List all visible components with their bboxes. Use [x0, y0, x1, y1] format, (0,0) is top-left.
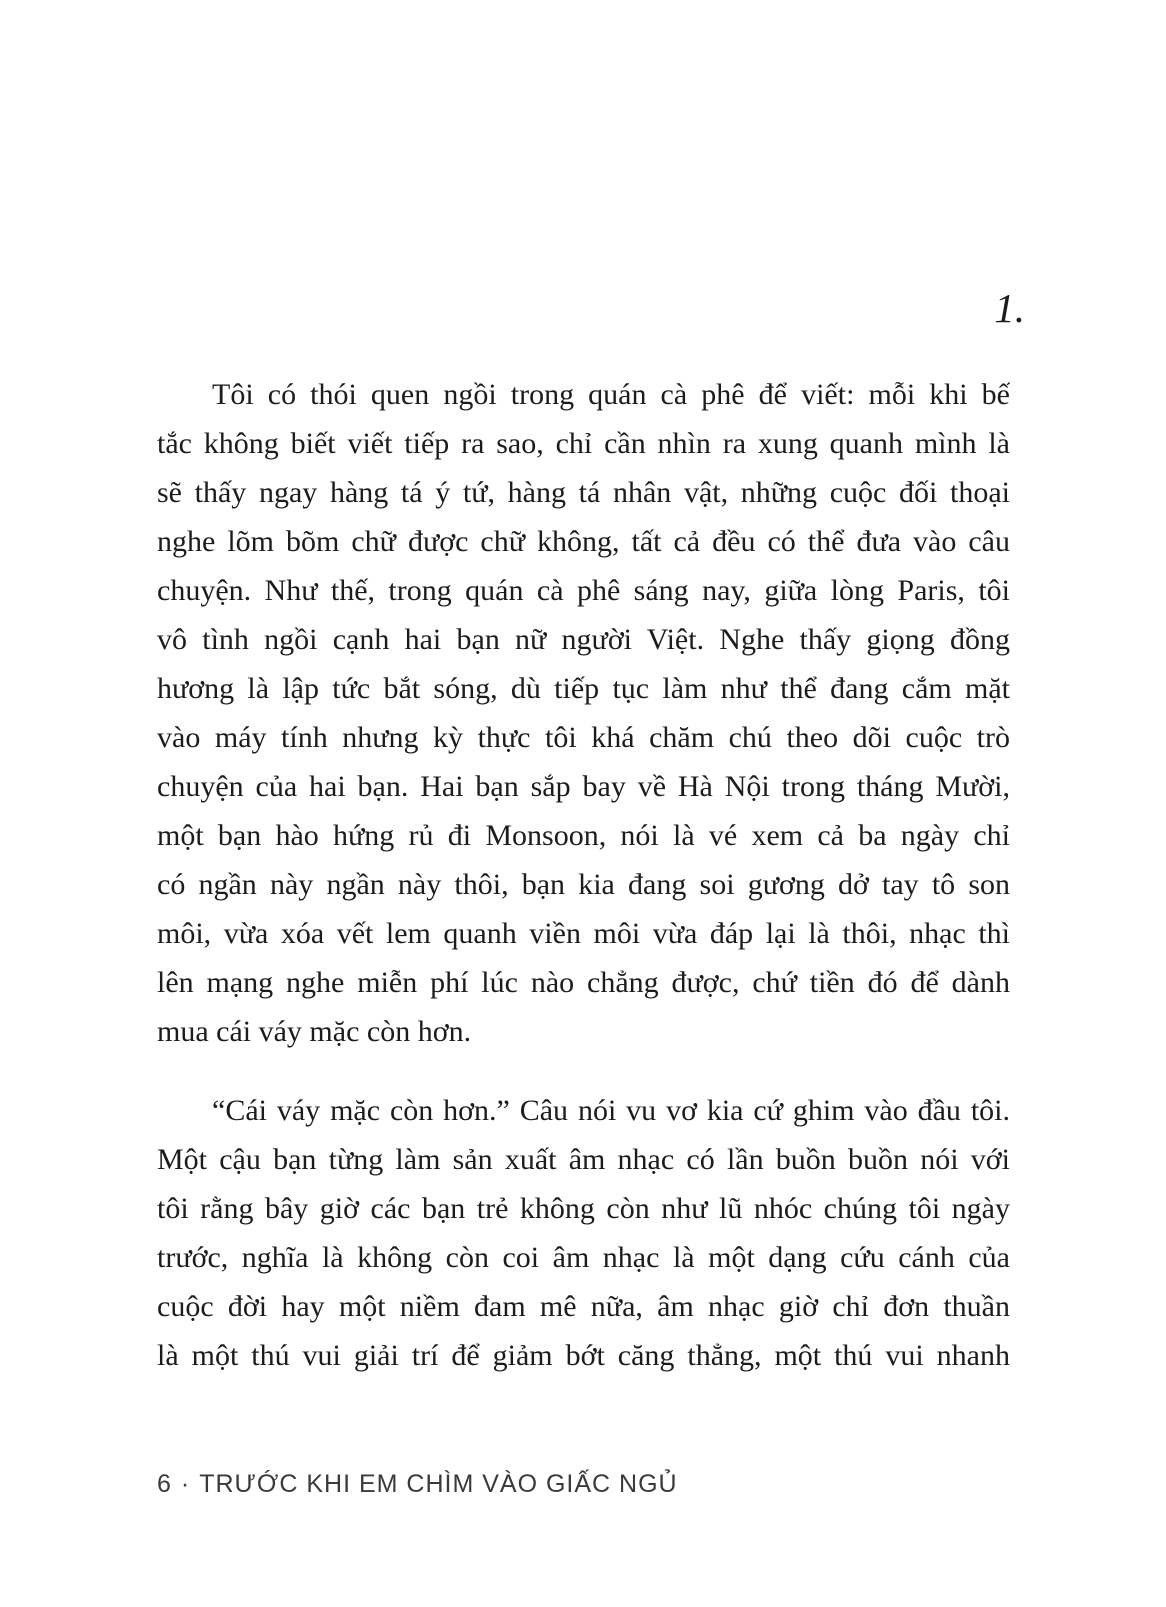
chapter-number: 1. — [994, 285, 1025, 331]
footer-page-number: 6 — [157, 1470, 172, 1498]
footer-separator: · — [180, 1470, 191, 1498]
text-line: Tôi có thói quen ngồi trong quán cà phê để viết: mỗi khi bế — [212, 378, 1010, 411]
text-line: nghe lõm bõm chữ được chữ không, tất cả đều có thể đưa vào câu — [157, 525, 1010, 558]
text-line: một bạn hào hứng rủ đi Monsoon, nói là vé xem cả ba ngày chỉ — [157, 819, 1010, 852]
body-text — [157, 370, 1010, 1380]
text-line: lên mạng nghe miễn phí lúc nào chẳng được, chứ tiền đó để dành — [157, 966, 1010, 999]
text-line: trước, nghĩa là không còn coi âm nhạc là một dạng cứu cánh của — [157, 1241, 1010, 1274]
text-line: mua cái váy mặc còn hơn. — [157, 1015, 472, 1048]
page-footer — [157, 1470, 678, 1499]
text-line: môi, vừa xóa vết lem quanh viền môi vừa đáp lại là thôi, nhạc thì — [157, 917, 1010, 950]
text-line: vô tình ngồi cạnh hai bạn nữ người Việt. Nghe thấy giọng đồng — [157, 623, 1010, 656]
text-line: chuyện của hai bạn. Hai bạn sắp bay về Hà Nội trong tháng Mười, — [157, 770, 1010, 803]
text-line: sẽ thấy ngay hàng tá ý tứ, hàng tá nhân vật, những cuộc đối thoại — [157, 476, 1010, 509]
text-line: hương là lập tức bắt sóng, dù tiếp tục làm như thể đang cắm mặt — [157, 672, 1010, 705]
text-line: cuộc đời hay một niềm đam mê nữa, âm nhạc giờ chỉ đơn thuần — [157, 1290, 1010, 1323]
text-line: chuyện. Như thế, trong quán cà phê sáng nay, giữa lòng Paris, tôi — [157, 574, 1010, 607]
text-line: Một cậu bạn từng làm sản xuất âm nhạc có lần buồn buồn nói với — [157, 1143, 1010, 1176]
footer-book-title: TRƯỚC KHI EM CHÌM VÀO GIẤC NGỦ — [199, 1470, 678, 1498]
paragraph — [157, 1086, 1010, 1380]
text-line: vào máy tính nhưng kỳ thực tôi khá chăm chú theo dõi cuộc trò — [157, 721, 1010, 754]
text-line: “Cái váy mặc còn hơn.” Câu nói vu vơ kia cứ ghim vào đầu tôi. — [212, 1094, 1010, 1127]
paragraph — [157, 370, 1010, 1056]
text-line: là một thú vui giải trí để giảm bớt căng thẳng, một thú vui nhanh — [157, 1339, 1010, 1372]
text-line: có ngần này ngần này thôi, bạn kia đang soi gương dở tay tô son — [157, 868, 1010, 901]
text-line: tôi rằng bây giờ các bạn trẻ không còn như lũ nhóc chúng tôi ngày — [157, 1192, 1010, 1225]
text-line: tắc không biết viết tiếp ra sao, chỉ cần nhìn ra xung quanh mình là — [157, 427, 1010, 460]
